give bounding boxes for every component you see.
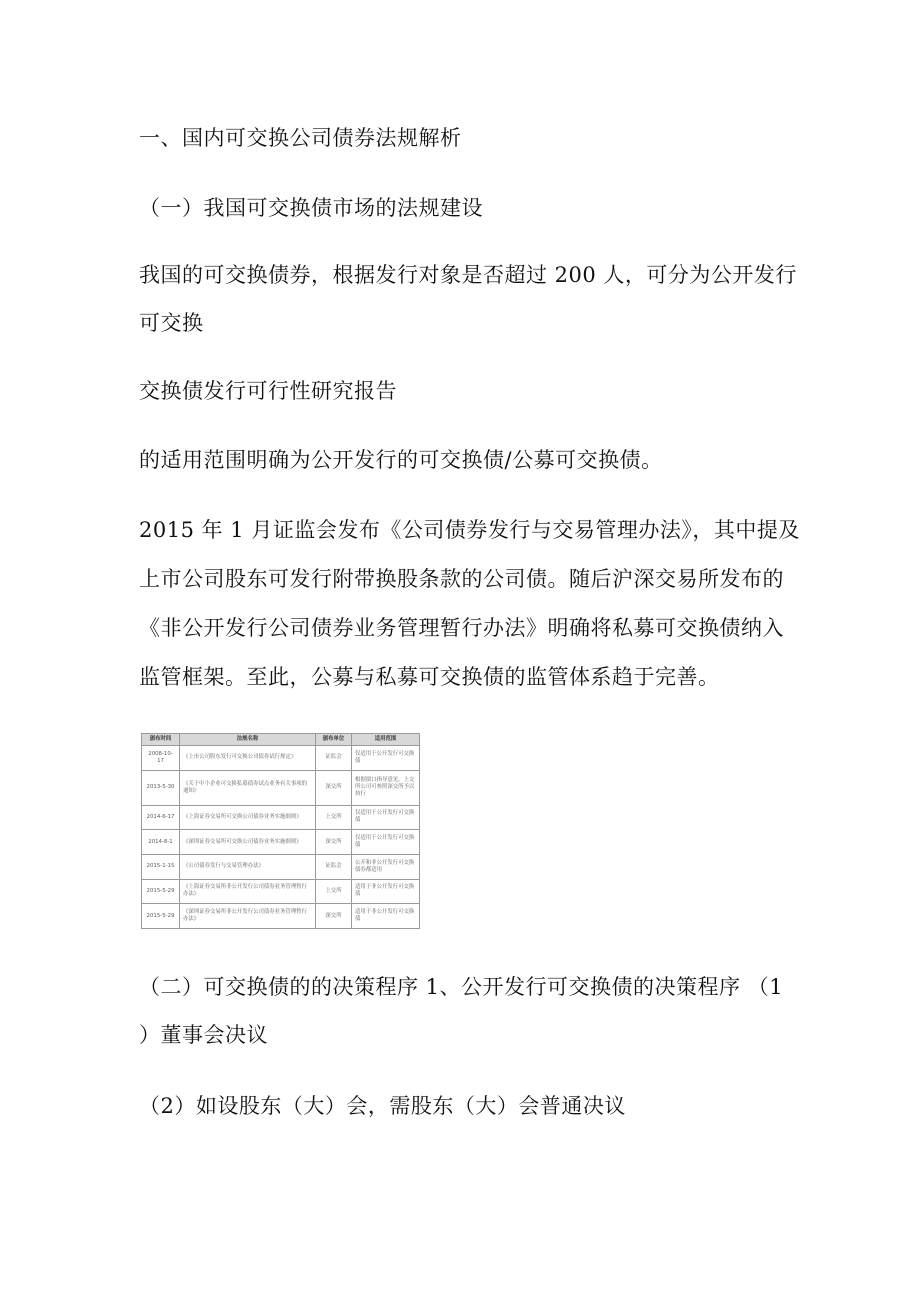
table-header-cell: 法规名称 bbox=[180, 734, 316, 746]
table-cell-scope: 根据窗口指导意见，上交所公司可参照深交所予以执行 bbox=[352, 770, 420, 805]
table-cell-scope: 适用于非公开发行可交换债 bbox=[352, 904, 420, 929]
paragraph-text: 交换债发行可行性研究报告 bbox=[139, 379, 397, 403]
table-cell-issuer: 深交所 bbox=[316, 830, 352, 855]
table-cell-name: 《深圳证券交易所可交换公司债券业务实施细则》 bbox=[180, 830, 316, 855]
table-header-cell: 适用范围 bbox=[352, 734, 420, 746]
paragraph-line: 可交换 bbox=[139, 311, 204, 335]
table-cell-issuer: 证监会 bbox=[316, 746, 352, 771]
paragraph-line: 监管框架。至此，公募与私募可交换债的监管体系趋于完善。 bbox=[139, 665, 720, 689]
table-row bbox=[142, 854, 420, 879]
table-cell-name: 《上海证券交易所非公开发行公司债券业务管理暂行办法》 bbox=[180, 879, 316, 904]
paragraph-line: 上市公司股东可发行附带换股条款的公司债。随后沪深交易所发布的 bbox=[139, 567, 784, 591]
table-row bbox=[142, 830, 420, 855]
table-cell-issuer: 深交所 bbox=[316, 770, 352, 805]
table-cell-name: 《上市公司股东发行可交换公司债券试行规定》 bbox=[180, 746, 316, 771]
table-cell-date: 2015-5-29 bbox=[142, 904, 180, 929]
table-cell-date: 2013-5-30 bbox=[142, 770, 180, 805]
regulations-table-figure bbox=[141, 733, 419, 929]
table-cell-issuer: 深交所 bbox=[316, 904, 352, 929]
table-cell-date: 2008-10-17 bbox=[142, 746, 180, 771]
table-cell-name: 《深圳证券交易所非公开发行公司债券业务管理暂行办法》 bbox=[180, 904, 316, 929]
table-cell-date: 2015-1-15 bbox=[142, 854, 180, 879]
table-header-cell: 颁布时间 bbox=[142, 734, 180, 746]
table-cell-name: 《公司债券发行与交易管理办法》 bbox=[180, 854, 316, 879]
table-row bbox=[142, 904, 420, 929]
table-row bbox=[142, 770, 420, 805]
subsection-heading: （一）我国可交换债市场的法规建设 bbox=[139, 196, 483, 220]
table-header-row bbox=[142, 734, 420, 746]
table-cell-issuer: 证监会 bbox=[316, 854, 352, 879]
table-cell-issuer: 上交所 bbox=[316, 879, 352, 904]
table-cell-scope: 仅适用于公开发行可交换债 bbox=[352, 805, 420, 830]
table-cell-date: 2014-8-1 bbox=[142, 830, 180, 855]
table-cell-name: 《上海证券交易所可交换公司债券业务实施细则》 bbox=[180, 805, 316, 830]
table-header-cell: 颁布单位 bbox=[316, 734, 352, 746]
paragraph-line: （二）可交换债的的决策程序 1、公开发行可交换债的决策程序 （1 bbox=[139, 975, 784, 999]
table-cell-issuer: 上交所 bbox=[316, 805, 352, 830]
paragraph-text: 的适用范围明确为公开发行的可交换债/公募可交换债。 bbox=[139, 448, 663, 472]
table-cell-date: 2015-5-29 bbox=[142, 879, 180, 904]
paragraph-line: ）董事会决议 bbox=[139, 1023, 268, 1047]
table-cell-name: 《关于中小企业可交换私募债券试点业务有关事项的通知》 bbox=[180, 770, 316, 805]
table-cell-scope: 公开和非公开发行可交换债券都适用 bbox=[352, 854, 420, 879]
regulations-table bbox=[141, 733, 420, 929]
table-row bbox=[142, 879, 420, 904]
paragraph-line: 2015 年 1 月证监会发布《公司债券发行与交易管理办法》，其中提及 bbox=[139, 518, 800, 542]
table-cell-scope: 仅适用于公开发行可交换债 bbox=[352, 830, 420, 855]
table-row bbox=[142, 746, 420, 771]
table-row bbox=[142, 805, 420, 830]
table-cell-scope: 仅适用于公开发行可交换债 bbox=[352, 746, 420, 771]
section-heading: 一、国内可交换公司债券法规解析 bbox=[139, 126, 462, 150]
paragraph-line: 我国的可交换债券，根据发行对象是否超过 200 人，可分为公开发行 bbox=[139, 263, 797, 287]
paragraph-text: （2）如设股东（大）会，需股东（大）会普通决议 bbox=[139, 1094, 626, 1118]
table-cell-scope: 适用于非公开发行可交换债 bbox=[352, 879, 420, 904]
paragraph-line: 《非公开发行公司债券业务管理暂行办法》明确将私募可交换债纳入 bbox=[139, 616, 784, 640]
table-cell-date: 2014-6-17 bbox=[142, 805, 180, 830]
